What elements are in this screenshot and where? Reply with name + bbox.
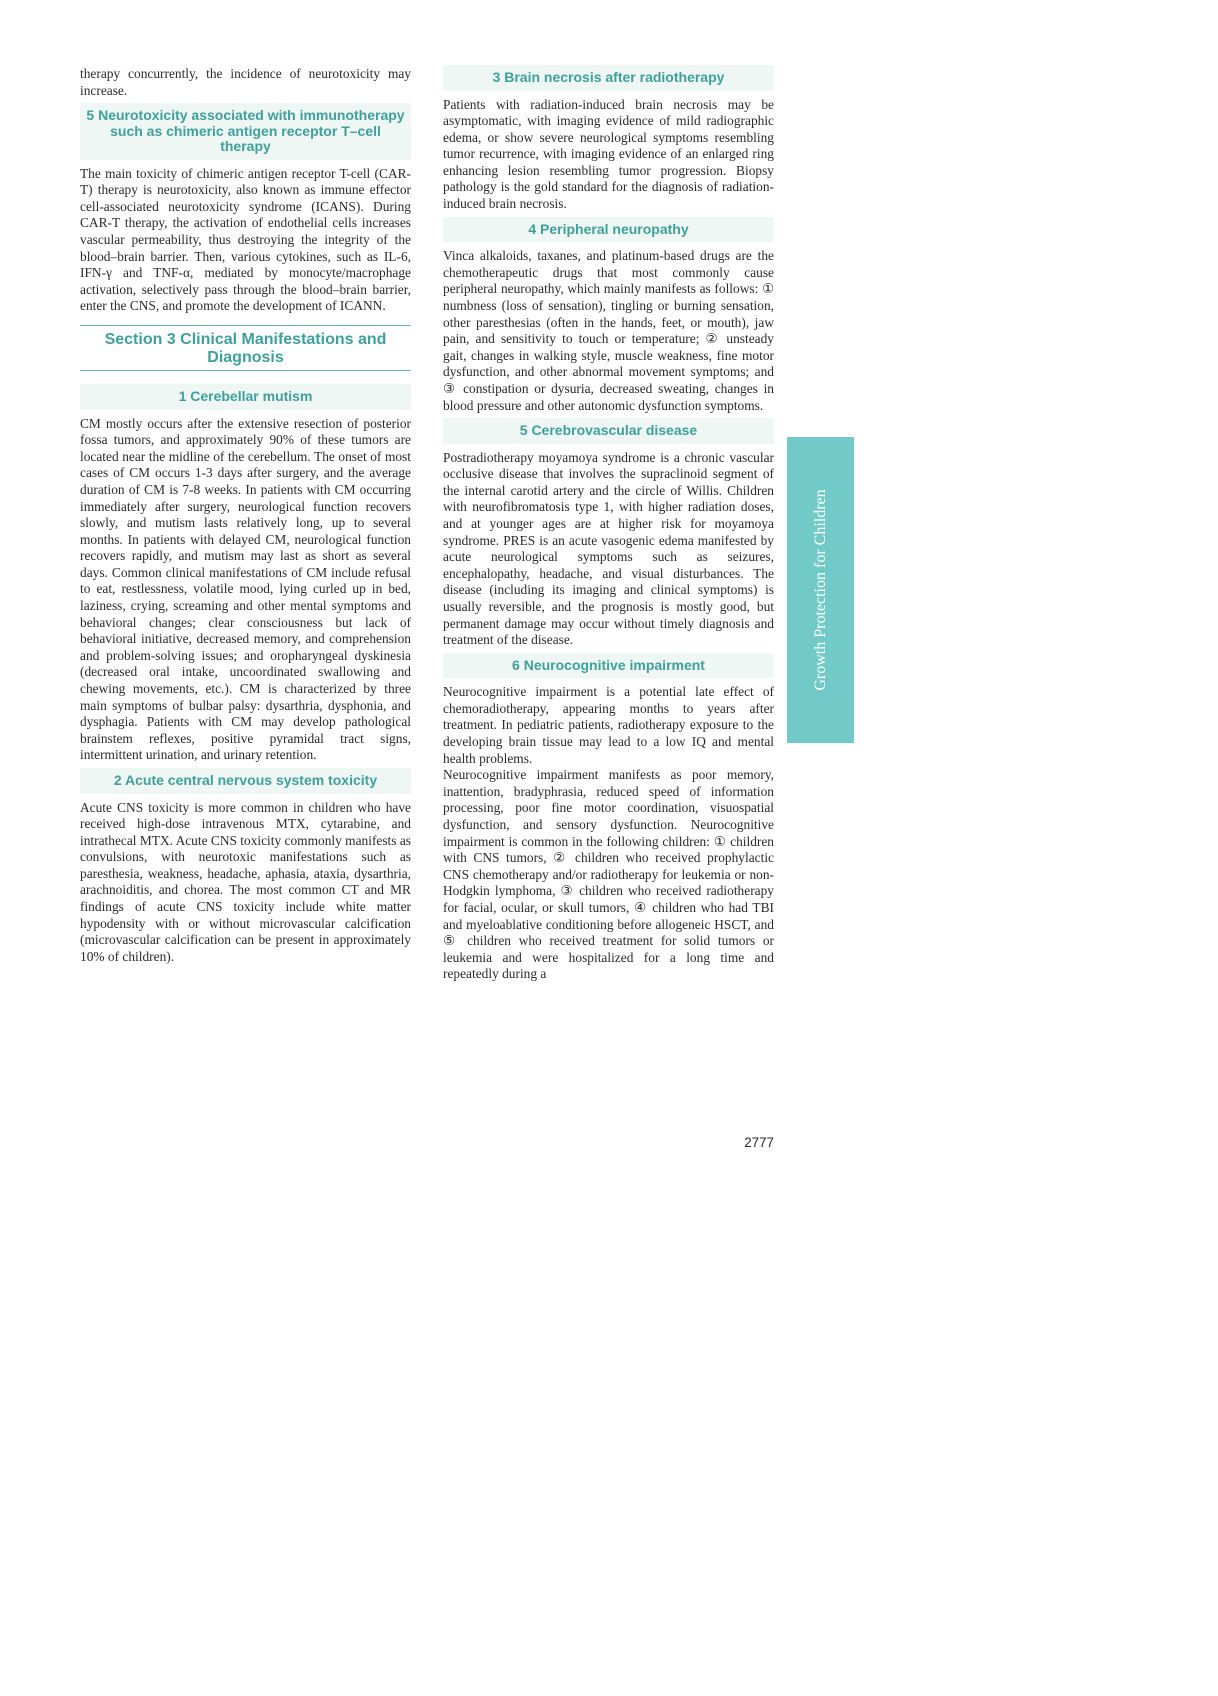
peripheral-neuropathy-heading: 4 Peripheral neuropathy (443, 217, 774, 243)
brain-necrosis-paragraph: Patients with radiation-induced brain necrosis may be asymptomatic, with imaging evidence of mild radiographic edema, or show severe neurological symptoms resembling tumor recurrence, with imaging evidence of an enlarged ring enhancing lesion resembling tumor progression. Biopsy pathology is the gold standard for the diagnosis of radiation-induced brain necrosis. (443, 96, 774, 212)
neurocognitive-paragraph-2: Neurocognitive impairment manifests as poor memory, inattention, bradyphrasia, reduced speed of information processing, poor fine motor coordination, visuospatial dysfunction, and sensory dysfunction. Neurocognitive impairment is common in the following children: ① children with CNS tumors, ② children who received prophylactic CNS chemotherapy and/or radiotherapy for leukemia or non-Hodgkin lymphoma, ③ children who received radiotherapy for facial, ocular, or skull tumors, ④ children who had TBI and myeloablative conditioning before allogeneic HSCT, and ⑤ children who received treatment for solid tumors or leukemia and were hospitalized for a long time and repeatedly during a (443, 767, 774, 982)
side-tab (787, 437, 854, 743)
car-t-paragraph: The main toxicity of chimeric antigen receptor T-cell (CAR-T) therapy is neurotoxicity, also known as immune effector cell-associated neurotoxicity syndrome (ICANS). During CAR-T therapy, the activation of endothelial cells increases vascular permeability, thus destroying the integrity of the blood–brain barrier. Then, various cytokines, such as IL-6, IFN-γ and TNF-α, mediated by monocyte/macrophage activation, selectively pass through the blood–brain barrier, enter the CNS, and promote the development of ICANN. (80, 165, 411, 314)
left-column (80, 66, 411, 965)
cerebrovascular-heading: 5 Cerebrovascular disease (443, 418, 774, 444)
neurocognitive-heading: 6 Neurocognitive impairment (443, 653, 774, 679)
section-heading: Section 3 Clinical Manifestations and Diagnosis (80, 325, 411, 371)
right-column (443, 61, 774, 983)
side-tab-label: Growth Protection for Children (811, 489, 829, 691)
acute-cns-paragraph: Acute CNS toxicity is more common in children who have received high-dose intravenous MTX, cytarabine, and intrathecal MTX. Acute CNS toxicity commonly manifests as convulsions, with neurotoxic manifestations such as paresthesia, weakness, headache, aphasia, ataxia, dysarthria, arachnoiditis, and chorea. The most common CT and MR findings of acute CNS toxicity include white matter hypodensity with or without microvascular calcification (microvascular calcification can be present in approximately 10% of children). (80, 799, 411, 964)
intro-paragraph: therapy concurrently, the incidence of neurotoxicity may increase. (80, 66, 411, 98)
cerebrovascular-paragraph: Postradiotherapy moyamoya syndrome is a chronic vascular occlusive disease that involves the supraclinoid segment of the internal carotid artery and the circle of Willis. Children with neurofibromatosis type 1, with higher radiation doses, and at younger ages are at higher risk for moyamoya syndrome. PRES is an acute vasogenic edema manifested by acute neurological symptoms such as seizures, encephalopathy, headache, and visual disturbances. The disease (including its imaging and clinical symptoms) is usually reversible, and the prognosis is mostly good, but permanent damage may occur without timely diagnosis and treatment of the disease. (443, 449, 774, 648)
page-number: 2777 (744, 1135, 774, 1150)
neurocognitive-paragraph-1: Neurocognitive impairment is a potential late effect of chemoradiotherapy, appearing months to years after treatment. In pediatric patients, radiotherapy exposure to the developing brain tissue may lead to a low IQ and mental health problems. (443, 684, 774, 766)
acute-cns-heading: 2 Acute central nervous system toxicity (80, 768, 411, 794)
car-t-heading: 5 Neurotoxicity associated with immunotherapy such as chimeric antigen receptor T–cell therapy (80, 103, 411, 160)
cerebellar-mutism-paragraph: CM mostly occurs after the extensive resection of posterior fossa tumors, and approximately 90% of these tumors are located near the midline of the cerebellum. The onset of most cases of CM occurs 1-3 days after surgery, and the average duration of CM is 7-8 weeks. In patients with CM occurring immediately after surgery, neurological function recovers slowly, and mutism lasts relatively long, up to several months. In patients with delayed CM, neurological function recovers rapidly, and mutism may last as short as several days. Common clinical manifestations of CM include refusal to eat, restlessness, volatile mood, lying curled up in bed, laziness, crying, screaming and other mental symptoms and behavioral changes; clear consciousness but lack of behavioral initiative, decreased memory, and comprehension and problem-solving issues; and oropharyngeal dyskinesia (decreased oral intake, uncoordinated swallowing and chewing movements, etc.). CM is characterized by three main symptoms of bulbar palsy: dysarthria, dysphonia, and dysphagia. Patients with CM may develop pathological brainstem reflexes, positive pyramidal tract signs, intermittent urination, and urinary retention. (80, 415, 411, 763)
cerebellar-mutism-heading: 1 Cerebellar mutism (80, 384, 411, 410)
brain-necrosis-heading: 3 Brain necrosis after radiotherapy (443, 65, 774, 91)
peripheral-neuropathy-paragraph: Vinca alkaloids, taxanes, and platinum-based drugs are the chemotherapeutic drugs that most commonly cause peripheral neuropathy, which mainly manifests as follows: ① numbness (loss of sensation), tingling or burning sensation, other paresthesias (often in the hands, feet, or mouth), jaw pain, and sensitivity to touch or temperature; ② unsteady gait, changes in walking style, muscle weakness, fine motor dysfunction, and other abnormal movement symptoms; and ③ constipation or dysuria, decreased sweating, changes in blood pressure and other autonomic dysfunction symptoms. (443, 248, 774, 413)
